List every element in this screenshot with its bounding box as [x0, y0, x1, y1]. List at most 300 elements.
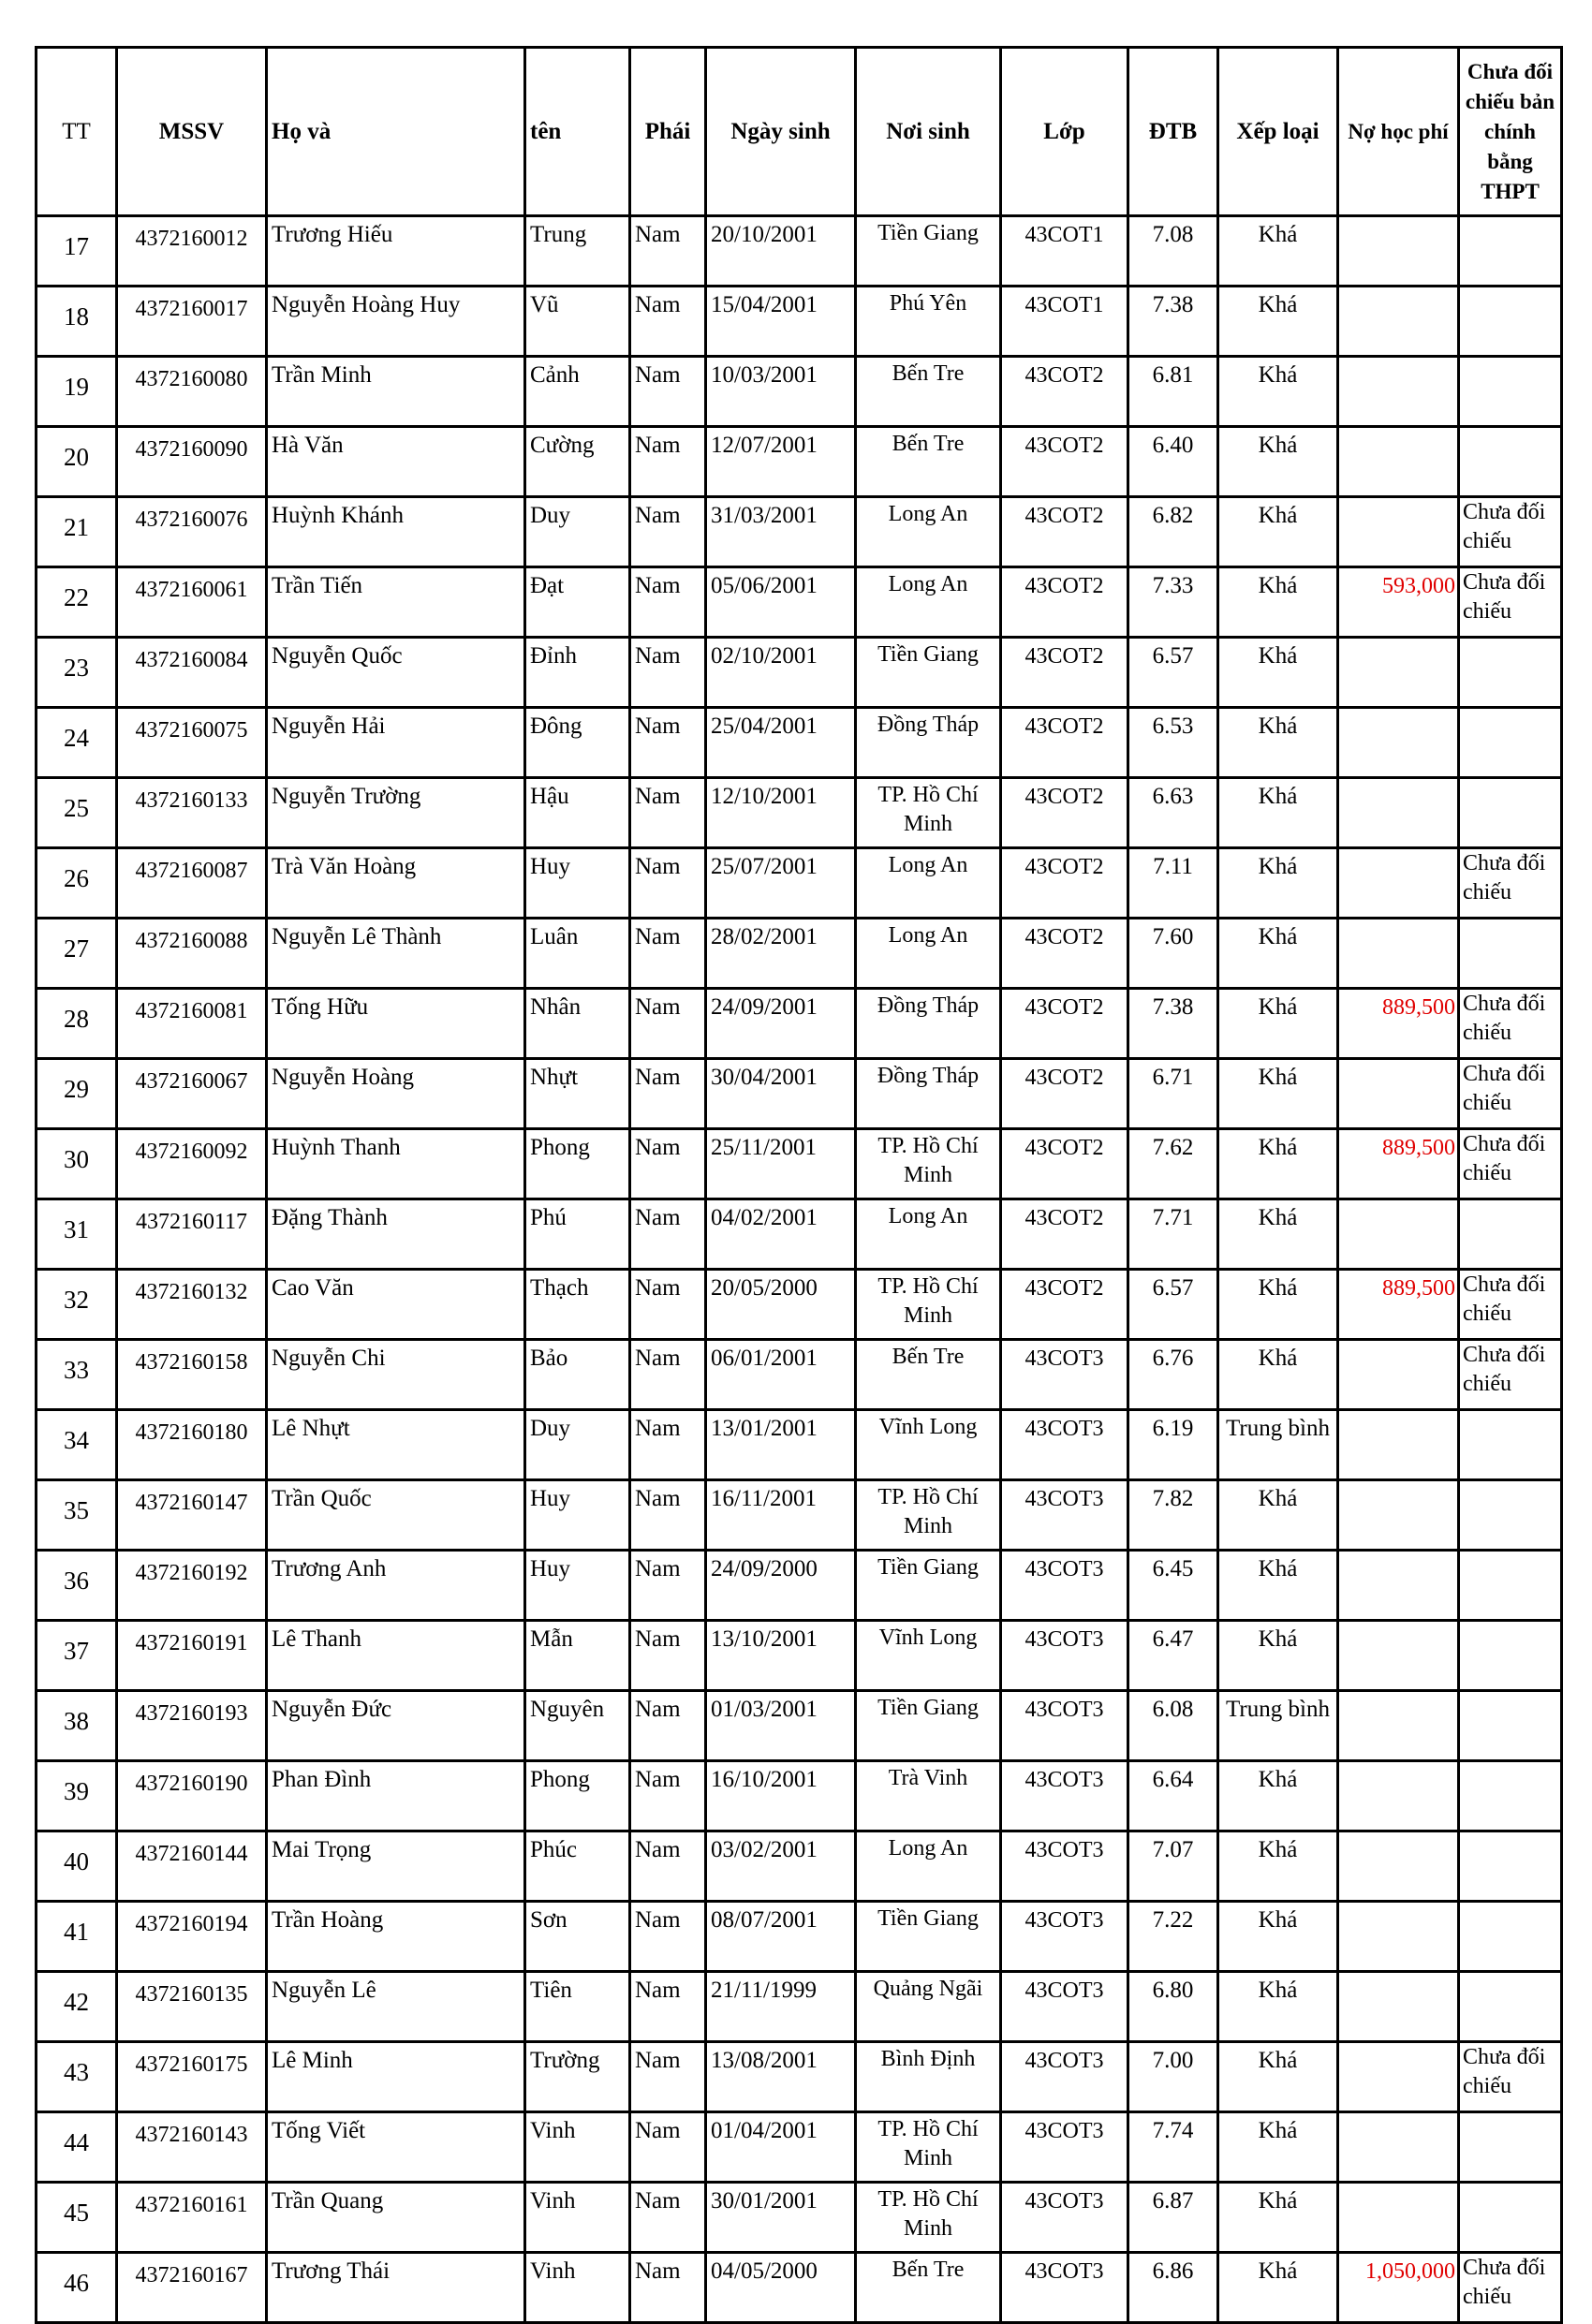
gpa: 7.60	[1152, 924, 1194, 949]
tuition-debt	[1339, 1764, 1455, 1818]
verification-note	[1463, 1200, 1560, 1255]
gpa: 7.07	[1152, 1837, 1194, 1862]
student-id-cell	[117, 2253, 267, 2323]
birth-place: Đồng Tháp	[877, 713, 980, 737]
tuition-debt	[1339, 2045, 1455, 2099]
birth-place-cell	[856, 497, 1001, 567]
tuition-debt-cell	[1338, 287, 1459, 357]
class-code-cell	[1001, 1621, 1128, 1691]
birth-date-cell	[706, 427, 856, 497]
birth-date: 15/04/2001	[711, 292, 818, 317]
birth-place: TP. Hồ Chí Minh	[877, 2117, 979, 2170]
given-name-cell	[525, 1199, 630, 1270]
rank-cell	[1218, 287, 1338, 357]
tuition-debt-cell	[1338, 1831, 1459, 1902]
birth-place-cell	[856, 919, 1001, 989]
row-number: 38	[64, 1707, 89, 1735]
tuition-debt	[1339, 1975, 1455, 2029]
gpa: 6.82	[1152, 503, 1194, 528]
family-name: Trần Minh	[272, 362, 372, 388]
family-name-cell	[267, 1270, 525, 1340]
class-code-cell	[1001, 2112, 1128, 2183]
family-name-cell	[267, 567, 525, 638]
student-id-cell	[117, 1972, 267, 2042]
birth-date: 12/10/2001	[711, 784, 818, 809]
class-code-cell	[1001, 567, 1128, 638]
birth-place-cell	[856, 1902, 1001, 1972]
class-code: 43COT1	[1024, 293, 1104, 317]
gpa-cell	[1128, 567, 1218, 638]
given-name-cell	[525, 638, 630, 708]
tuition-debt-cell	[1338, 1761, 1459, 1831]
birth-place-cell	[856, 1831, 1001, 1902]
given-name-cell	[525, 287, 630, 357]
class-code-cell	[1001, 989, 1128, 1059]
tuition-debt-cell	[1338, 1199, 1459, 1270]
student-id: 4372160135	[135, 1982, 248, 2007]
row-number-cell	[37, 1831, 117, 1902]
student-id: 4372160158	[135, 1350, 248, 1375]
rank-cell	[1218, 1691, 1338, 1761]
verification-note-cell	[1459, 1761, 1562, 1831]
verification-note	[1463, 428, 1560, 482]
gender: Nam	[635, 1767, 681, 1792]
tuition-debt-cell	[1338, 919, 1459, 989]
birth-place-cell	[856, 2112, 1001, 2183]
row-number-cell	[37, 1551, 117, 1621]
verification-note: Chưa đối chiếu	[1463, 992, 1546, 1044]
verification-note-cell	[1459, 708, 1562, 778]
class-code: 43COT2	[1024, 925, 1104, 949]
gpa: 6.53	[1152, 713, 1194, 739]
gender-cell	[630, 1059, 706, 1129]
family-name-cell	[267, 778, 525, 848]
gender: Nam	[635, 1346, 681, 1371]
table-row	[37, 778, 1562, 848]
row-number: 26	[64, 864, 89, 892]
verification-note: Chưa đối chiếu	[1463, 570, 1546, 623]
gpa-cell	[1128, 216, 1218, 287]
row-number: 20	[64, 443, 89, 471]
rank-cell	[1218, 216, 1338, 287]
birth-date: 20/10/2001	[711, 222, 818, 247]
row-number-cell	[37, 1270, 117, 1340]
gender: Nam	[635, 433, 681, 458]
birth-place-cell	[856, 2042, 1001, 2112]
header-phai: Phái	[630, 48, 706, 216]
tuition-debt	[1339, 2115, 1455, 2170]
family-name: Nguyễn Quốc	[272, 643, 403, 669]
rank-cell	[1218, 1621, 1338, 1691]
birth-place-cell	[856, 567, 1001, 638]
birth-place-cell	[856, 1972, 1001, 2042]
birth-place-cell	[856, 2183, 1001, 2253]
class-code-cell	[1001, 919, 1128, 989]
class-code-cell	[1001, 287, 1128, 357]
birth-date-cell	[706, 357, 856, 427]
birth-date: 25/07/2001	[711, 854, 818, 879]
row-number-cell	[37, 216, 117, 287]
student-id-cell	[117, 1410, 267, 1480]
given-name-cell	[525, 1129, 630, 1199]
given-name: Đạt	[530, 573, 565, 598]
class-code-cell	[1001, 778, 1128, 848]
table-row	[37, 1199, 1562, 1270]
family-name: Nguyễn Trường	[272, 784, 421, 809]
family-name-cell	[267, 1551, 525, 1621]
tuition-debt-cell	[1338, 1480, 1459, 1551]
tuition-debt	[1339, 1624, 1455, 1678]
gpa: 6.45	[1152, 1556, 1194, 1581]
given-name: Nhân	[530, 994, 582, 1020]
row-number: 35	[64, 1496, 89, 1524]
verification-note	[1463, 2113, 1560, 2168]
tuition-debt-cell	[1338, 1129, 1459, 1199]
gender-cell	[630, 708, 706, 778]
gender-cell	[630, 2183, 706, 2253]
family-name: Trà Văn Hoàng	[272, 854, 417, 879]
gender-cell	[630, 1480, 706, 1551]
given-name: Trung	[530, 222, 587, 247]
table-row	[37, 708, 1562, 778]
birth-place: Quảng Ngãi	[873, 1977, 983, 2001]
birth-date: 12/07/2001	[711, 433, 818, 458]
gender: Nam	[635, 784, 681, 809]
header-ngay-sinh: Ngày sinh	[706, 48, 856, 216]
birth-date: 06/01/2001	[711, 1346, 818, 1371]
birth-place: Long An	[888, 923, 968, 948]
birth-place-cell	[856, 1129, 1001, 1199]
verification-note: Chưa đối chiếu	[1463, 500, 1546, 552]
gpa-cell	[1128, 1480, 1218, 1551]
birth-place: Bến Tre	[892, 432, 965, 456]
header-ho-va: Họ và	[267, 48, 525, 216]
class-code: 43COT3	[1024, 1487, 1104, 1511]
gpa: 7.82	[1152, 1486, 1194, 1511]
row-number: 37	[64, 1637, 89, 1665]
given-name-cell	[525, 1902, 630, 1972]
verification-note	[1463, 709, 1560, 763]
row-number-cell	[37, 1972, 117, 2042]
gpa-cell	[1128, 2112, 1218, 2183]
rank: Khá	[1258, 1346, 1298, 1371]
gender: Nam	[635, 1416, 681, 1441]
class-code-cell	[1001, 1059, 1128, 1129]
family-name: Tống Viết	[272, 2118, 366, 2143]
family-name: Huỳnh Khánh	[272, 503, 404, 528]
row-number: 28	[64, 1005, 89, 1033]
birth-date: 03/02/2001	[711, 1837, 818, 1862]
gender: Nam	[635, 1907, 681, 1933]
rank: Khá	[1258, 433, 1298, 458]
gender-cell	[630, 1410, 706, 1480]
birth-date: 25/04/2001	[711, 713, 818, 739]
birth-place: TP. Hồ Chí Minh	[877, 1485, 979, 1537]
header-chua-doi-chieu-text: Chưa đối chiếu bản chính bằng THPT	[1465, 59, 1555, 203]
rank: Khá	[1258, 1135, 1298, 1160]
given-name-cell	[525, 1831, 630, 1902]
class-code: 43COT2	[1024, 714, 1104, 739]
birth-date-cell	[706, 638, 856, 708]
gender: Nam	[635, 573, 681, 598]
given-name-cell	[525, 2253, 630, 2323]
verification-note	[1463, 1411, 1560, 1465]
family-name-cell	[267, 2253, 525, 2323]
birth-place-cell	[856, 216, 1001, 287]
rank: Khá	[1258, 503, 1298, 528]
student-id: 4372160133	[135, 788, 248, 813]
tuition-debt-cell	[1338, 1972, 1459, 2042]
given-name: Huy	[530, 1556, 571, 1581]
class-code: 43COT2	[1024, 1066, 1104, 1090]
birth-place: Vĩnh Long	[878, 1415, 978, 1439]
family-name-cell	[267, 1199, 525, 1270]
table-row	[37, 357, 1562, 427]
verification-note	[1463, 1903, 1560, 1957]
header-xep-loai: Xếp loại	[1218, 48, 1338, 216]
class-code-cell	[1001, 1761, 1128, 1831]
tuition-debt	[1339, 1553, 1455, 1608]
class-code-cell	[1001, 638, 1128, 708]
birth-date: 04/02/2001	[711, 1205, 818, 1230]
gender-cell	[630, 1831, 706, 1902]
gpa: 7.38	[1152, 994, 1194, 1020]
row-number: 31	[64, 1215, 89, 1243]
rank: Khá	[1258, 1486, 1298, 1511]
row-number-cell	[37, 287, 117, 357]
gender: Nam	[635, 2188, 681, 2214]
student-id: 4372160161	[135, 2193, 248, 2217]
birth-place-cell	[856, 848, 1001, 919]
tuition-debt	[1339, 640, 1455, 695]
table-row	[37, 1340, 1562, 1410]
class-code: 43COT3	[1024, 2259, 1104, 2284]
row-number: 39	[64, 1777, 89, 1805]
row-number: 25	[64, 794, 89, 822]
tuition-debt	[1339, 1202, 1455, 1257]
class-code: 43COT2	[1024, 785, 1104, 809]
verification-note-cell	[1459, 1621, 1562, 1691]
given-name-cell	[525, 2183, 630, 2253]
verification-note	[1463, 1832, 1560, 1887]
gender-cell	[630, 497, 706, 567]
class-code-cell	[1001, 216, 1128, 287]
birth-date-cell	[706, 1340, 856, 1410]
class-code: 43COT3	[1024, 2049, 1104, 2073]
rank-cell	[1218, 1972, 1338, 2042]
given-name-cell	[525, 497, 630, 567]
gender-cell	[630, 287, 706, 357]
row-number: 36	[64, 1566, 89, 1595]
header-dtb: ĐTB	[1128, 48, 1218, 216]
given-name: Tiên	[530, 1978, 572, 2003]
gender-cell	[630, 989, 706, 1059]
birth-place: Bến Tre	[892, 361, 965, 386]
tuition-debt-cell	[1338, 1270, 1459, 1340]
gpa-cell	[1128, 708, 1218, 778]
family-name: Mai Trọng	[272, 1837, 372, 1862]
birth-date-cell	[706, 989, 856, 1059]
verification-note: Chưa đối chiếu	[1463, 1343, 1546, 1395]
rank-cell	[1218, 1831, 1338, 1902]
given-name-cell	[525, 1340, 630, 1410]
verification-note-cell	[1459, 638, 1562, 708]
birth-place-cell	[856, 427, 1001, 497]
birth-date-cell	[706, 2112, 856, 2183]
class-code-cell	[1001, 1551, 1128, 1621]
gender: Nam	[635, 292, 681, 317]
verification-note-cell	[1459, 778, 1562, 848]
verification-note-cell	[1459, 1972, 1562, 2042]
family-name-cell	[267, 427, 525, 497]
class-code-cell	[1001, 1340, 1128, 1410]
birth-date-cell	[706, 567, 856, 638]
row-number: 32	[64, 1286, 89, 1314]
student-id-cell	[117, 989, 267, 1059]
family-name-cell	[267, 1691, 525, 1761]
gender: Nam	[635, 362, 681, 388]
birth-place: Bình Định	[880, 2047, 976, 2071]
row-number: 30	[64, 1145, 89, 1173]
birth-place: Tiền Giang	[877, 1696, 979, 1720]
student-id-cell	[117, 2042, 267, 2112]
tuition-debt-cell	[1338, 357, 1459, 427]
birth-place: Bến Tre	[892, 1345, 965, 1369]
given-name-cell	[525, 357, 630, 427]
gpa-cell	[1128, 497, 1218, 567]
gpa-cell	[1128, 1902, 1218, 1972]
gender-cell	[630, 1902, 706, 1972]
gpa-cell	[1128, 2253, 1218, 2323]
verification-note-cell	[1459, 1551, 1562, 1621]
tuition-debt	[1339, 360, 1455, 414]
row-number: 34	[64, 1426, 89, 1454]
birth-date: 08/07/2001	[711, 1907, 818, 1933]
gpa: 6.63	[1152, 784, 1194, 809]
tuition-debt	[1339, 851, 1455, 905]
class-code-cell	[1001, 1902, 1128, 1972]
class-code-cell	[1001, 848, 1128, 919]
student-id-cell	[117, 497, 267, 567]
given-name: Vinh	[530, 2188, 576, 2214]
birth-date: 30/04/2001	[711, 1065, 818, 1090]
row-number-cell	[37, 1340, 117, 1410]
class-code-cell	[1001, 497, 1128, 567]
given-name-cell	[525, 1972, 630, 2042]
gender-cell	[630, 2253, 706, 2323]
row-number-cell	[37, 1129, 117, 1199]
birth-date-cell	[706, 1902, 856, 1972]
table-row	[37, 638, 1562, 708]
rank: Khá	[1258, 2048, 1298, 2073]
row-number: 42	[64, 1988, 89, 2016]
gender-cell	[630, 1691, 706, 1761]
gpa-cell	[1128, 1059, 1218, 1129]
class-code-cell	[1001, 708, 1128, 778]
gender: Nam	[635, 2118, 681, 2143]
rank-cell	[1218, 567, 1338, 638]
row-number-cell	[37, 848, 117, 919]
birth-place: Trà Vinh	[888, 1766, 968, 1790]
birth-place: Tiền Giang	[877, 642, 979, 667]
student-id: 4372160081	[135, 999, 248, 1023]
rank-cell	[1218, 1480, 1338, 1551]
birth-date-cell	[706, 778, 856, 848]
verification-note-cell	[1459, 427, 1562, 497]
row-number: 18	[64, 302, 89, 331]
student-id: 4372160080	[135, 367, 248, 391]
tuition-debt-cell	[1338, 2112, 1459, 2183]
gender-cell	[630, 1621, 706, 1691]
row-number: 24	[64, 724, 89, 752]
student-id: 4372160075	[135, 718, 248, 743]
gpa-cell	[1128, 989, 1218, 1059]
table-row	[37, 1761, 1562, 1831]
rank: Khá	[1258, 573, 1298, 598]
tuition-debt-cell	[1338, 708, 1459, 778]
gpa-cell	[1128, 1761, 1218, 1831]
student-id: 4372160092	[135, 1140, 248, 1164]
birth-date-cell	[706, 2253, 856, 2323]
gpa-cell	[1128, 1691, 1218, 1761]
student-id-cell	[117, 1621, 267, 1691]
student-table	[35, 46, 1563, 2324]
gpa: 6.57	[1152, 1275, 1194, 1301]
row-number-cell	[37, 427, 117, 497]
tuition-debt-cell	[1338, 989, 1459, 1059]
student-id: 4372160132	[135, 1280, 248, 1304]
birth-date-cell	[706, 1059, 856, 1129]
gender: Nam	[635, 643, 681, 669]
student-id-cell	[117, 1199, 267, 1270]
gpa: 6.08	[1152, 1697, 1194, 1722]
given-name-cell	[525, 919, 630, 989]
class-code: 43COT2	[1024, 363, 1104, 388]
birth-place: Long An	[888, 853, 968, 877]
rank: Khá	[1258, 1626, 1298, 1652]
family-name: Nguyễn Đức	[272, 1697, 392, 1722]
gpa-cell	[1128, 1831, 1218, 1902]
rank-cell	[1218, 2253, 1338, 2323]
birth-date-cell	[706, 1270, 856, 1340]
tuition-debt	[1339, 1834, 1455, 1889]
verification-note	[1463, 1762, 1560, 1817]
student-id: 4372160087	[135, 859, 248, 883]
birth-date: 31/03/2001	[711, 503, 818, 528]
given-name-cell	[525, 1761, 630, 1831]
rank-cell	[1218, 778, 1338, 848]
rank: Khá	[1258, 1767, 1298, 1792]
given-name: Vinh	[530, 2118, 576, 2143]
tuition-debt: 889,500	[1382, 1136, 1455, 1160]
row-number-cell	[37, 2112, 117, 2183]
gpa: 6.86	[1152, 2258, 1194, 2284]
rank: Khá	[1258, 222, 1298, 247]
gender: Nam	[635, 854, 681, 879]
given-name-cell	[525, 1691, 630, 1761]
tuition-debt	[1339, 2185, 1455, 2240]
birth-date: 13/01/2001	[711, 1416, 818, 1441]
class-code: 43COT3	[1024, 1627, 1104, 1652]
given-name: Bảo	[530, 1346, 568, 1371]
student-id: 4372160167	[135, 2263, 248, 2287]
row-number-cell	[37, 1761, 117, 1831]
header-noi-sinh: Nơi sinh	[856, 48, 1001, 216]
verification-note-cell	[1459, 1902, 1562, 1972]
birth-place: Tiền Giang	[877, 1906, 979, 1931]
birth-date: 01/03/2001	[711, 1697, 818, 1722]
birth-place-cell	[856, 1199, 1001, 1270]
